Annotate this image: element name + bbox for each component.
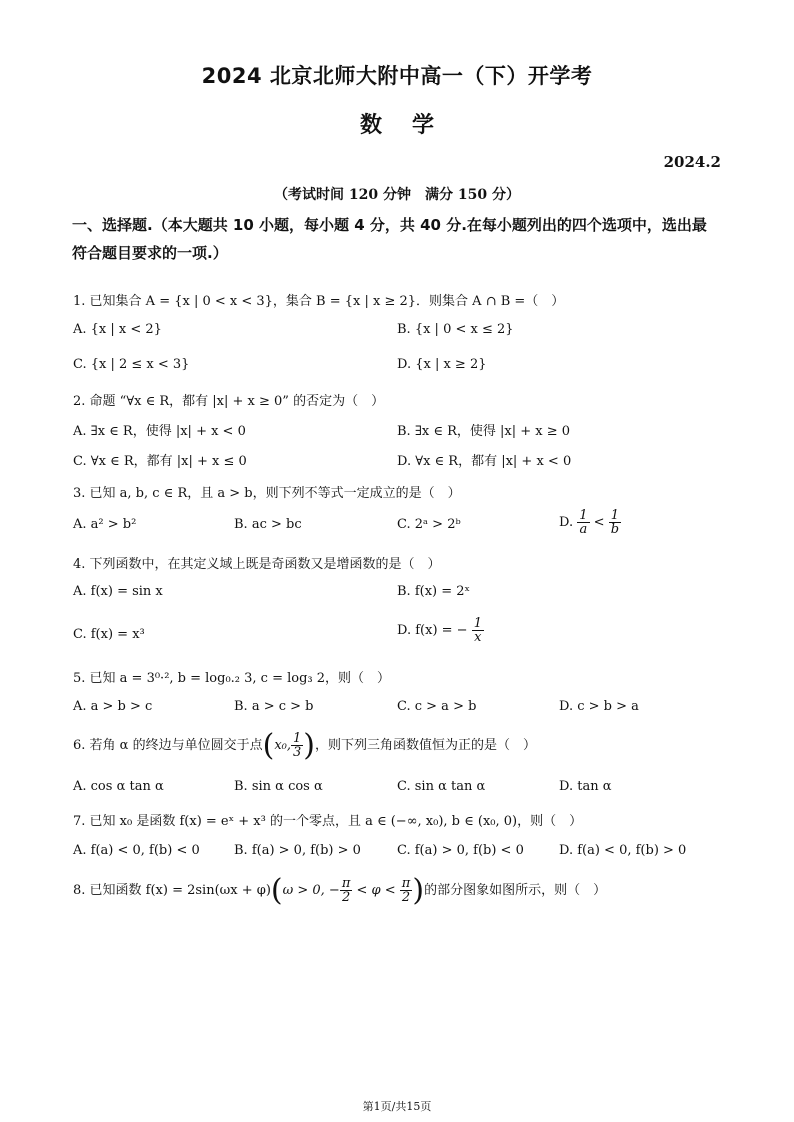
page-title: 2024 北京北师大附中高一（下）开学考 — [201, 64, 593, 88]
question-3-option-b: B. ac > bc — [234, 517, 302, 532]
question-4-option-d — [397, 617, 484, 644]
question-5-stem: 5. 已知 a = 3⁰·², b = log₀.₂ 3, c = log₃ 2，则（ ） — [73, 671, 391, 686]
exam-info: （考试时间 120 分钟 满分 150 分） — [274, 187, 520, 203]
question-4-option-a: A. f(x) = sin x — [73, 584, 163, 599]
question-5-option-b: B. a > c > b — [234, 699, 314, 714]
question-5-option-d: D. c > b > a — [559, 699, 639, 714]
question-6-option-d: D. tan α — [559, 779, 612, 794]
fraction-one-third: $\frac{1}{3}$ — [293, 731, 302, 760]
question-2-option-c: C. ∀x ∈ R，都有 |x| + x ≤ 0 — [73, 454, 247, 469]
question-1-option-c: C. {x | 2 ≤ x < 3} — [73, 357, 190, 372]
question-1-stem: 1. 已知集合 A = {x | 0 < x < 3}，集合 B = {x | x ≥ 2}．则集合 A ∩ B =（ ） — [73, 294, 565, 309]
question-2-option-d: D. ∀x ∈ R，都有 |x| + x < 0 — [397, 454, 572, 469]
fraction-one-over-x: $\frac{1}{x}$ — [473, 616, 482, 645]
question-4-option-d-label: D. f(x) = − — [397, 623, 468, 638]
question-6-option-c: C. sin α tan α — [397, 779, 486, 794]
exam-date: 2024.2 — [663, 153, 721, 171]
fraction-pi-over-2-right: $\frac{\pi}{2}$ — [401, 876, 411, 905]
question-7-option-a: A. f(a) < 0, f(b) < 0 — [73, 843, 200, 858]
question-8-stem: 8. 已知函数 f(x) = 2sin(ωx + φ)(ω > 0, − $\frac{\pi}{2}$ < φ < $\frac{\pi}{2}$ )的部分图象如图所示，则（ ） — [73, 873, 607, 908]
question-7-stem: 7. 已知 x₀ 是函数 f(x) = eˣ + x³ 的一个零点，且 a ∈ (−∞, x₀), b ∈ (x₀, 0)，则（ ） — [73, 814, 583, 829]
question-7-option-b: B. f(a) > 0, f(b) > 0 — [234, 843, 361, 858]
question-4-option-c: C. f(x) = x³ — [73, 627, 145, 642]
fraction-pi-over-2-left: $\frac{\pi}{2}$ — [341, 876, 351, 905]
question-2-option-b: B. ∃x ∈ R，使得 |x| + x ≥ 0 — [397, 424, 571, 439]
question-3-stem: 3. 已知 a, b, c ∈ R，且 a > b，则下列不等式一定成立的是（ ） — [73, 486, 461, 501]
fraction-one-over-b: $\frac{1}{b}$ — [610, 508, 620, 537]
question-4-option-b: B. f(x) = 2ˣ — [397, 584, 471, 599]
section-heading — [72, 211, 722, 267]
question-2-option-a: A. ∃x ∈ R，使得 |x| + x < 0 — [73, 424, 246, 439]
question-6-stem: 6. 若角 α 的终边与单位圆交于点(x₀, $\frac{1}{3}$ )，则下列三角函数值恒为正的是（ ） — [73, 728, 537, 763]
question-3-option-d: D. $\frac{1}{a}$ < $\frac{1}{b}$ — [559, 508, 620, 537]
question-3-option-a: A. a² > b² — [73, 517, 137, 532]
question-2-stem: 2. 命题 “∀x ∈ R，都有 |x| + x ≥ 0” 的否定为（ ） — [73, 394, 385, 409]
question-3-option-c: C. 2ᵃ > 2ᵇ — [397, 517, 461, 532]
question-5-option-c: C. c > a > b — [397, 699, 477, 714]
question-7-option-d: D. f(a) < 0, f(b) > 0 — [559, 843, 687, 858]
fraction-one-over-a: $\frac{1}{a}$ — [579, 508, 588, 537]
question-6-option-a: A. cos α tan α — [73, 779, 164, 794]
question-1-option-d: D. {x | x ≥ 2} — [397, 357, 487, 372]
section-heading-line2: 符合题目要求的一项.） — [72, 244, 228, 262]
question-3-option-d-label: D. — [559, 515, 574, 530]
question-5-option-a: A. a > b > c — [73, 699, 153, 714]
question-7-option-c: C. f(a) > 0, f(b) < 0 — [397, 843, 524, 858]
question-1-option-a: A. {x | x < 2} — [73, 322, 162, 337]
question-1-option-b: B. {x | 0 < x ≤ 2} — [397, 322, 514, 337]
subject-heading: 数学 — [359, 113, 464, 138]
section-heading-line1: 一、选择题.（本大题共 10 小题，每小题 4 分，共 40 分.在每小题列出的四个选项中，选出最 — [72, 216, 707, 234]
question-6-option-b: B. sin α cos α — [234, 779, 323, 794]
page-footer: 第1页/共15页 — [362, 1100, 432, 1113]
question-4-stem: 4. 下列函数中，在其定义域上既是奇函数又是增函数的是（ ） — [73, 557, 441, 572]
